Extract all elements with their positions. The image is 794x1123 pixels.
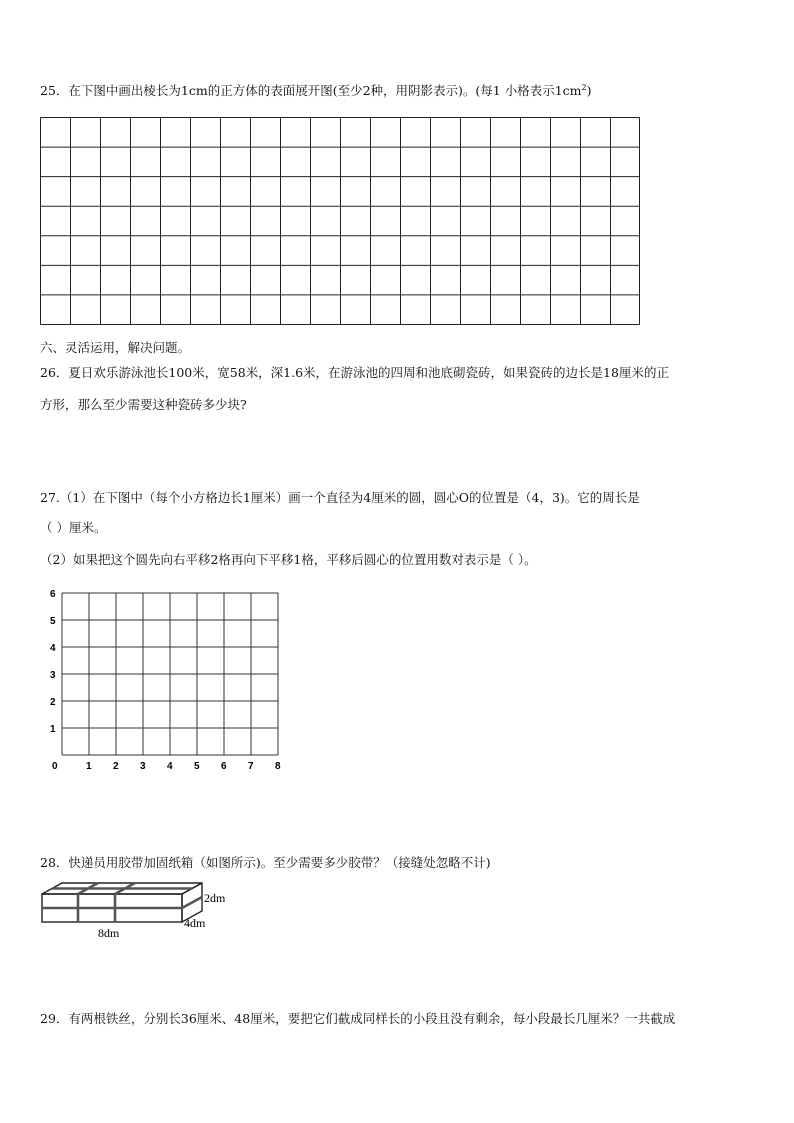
q27-coordinate-grid[interactable] — [40, 590, 290, 775]
y-tick-label: 4 — [50, 643, 56, 654]
q26-line2: 方形，那么至少需要这种瓷砖多少块? — [40, 397, 247, 412]
label-width: 4dm — [184, 916, 206, 930]
q28-text: 28．快递员用胶带加固纸箱（如图所示)。至少需要多少胶带？（接缝处忽略不计) — [40, 855, 491, 870]
y-tick-label: 1 — [50, 724, 56, 735]
label-length: 8dm — [98, 926, 120, 940]
q27-line3: （2）如果把这个圆先向右平移2格再向下平移1格，平移后圆心的位置用数对表示是（ ）。 — [40, 552, 537, 567]
y-tick-label: 5 — [50, 616, 56, 627]
q25-tail: ) — [586, 83, 592, 98]
x-tick-label: 3 — [140, 761, 146, 772]
x-tick-label: 8 — [275, 761, 281, 772]
q27-line1: 27.（1）在下图中（每个小方格边长1厘米）画一个直径为4厘米的圆，圆心O的位置是（4，3)。它的周长是 — [40, 490, 640, 505]
y-tick-label: 6 — [50, 590, 56, 600]
section-title: 六、灵活运用，解决问题。 — [40, 340, 191, 355]
q25-text — [40, 83, 592, 99]
q28-box-figure — [40, 880, 240, 940]
x-tick-label: 1 — [86, 761, 92, 772]
q25-main-text: 25．在下图中画出棱长为1cm的正方体的表面展开图(至少2种，用阴影表示)。(每1 小格表示1cm — [40, 83, 582, 98]
x-tick-label: 6 — [221, 761, 227, 772]
q26-line1: 26．夏日欢乐游泳池长100米，宽58米，深1.6米，在游泳池的四周和池底砌瓷砖，如果瓷砖的边长是18厘米的正 — [40, 365, 669, 380]
q29-text: 29．有两根铁丝，分别长36厘米、48厘米，要把它们截成同样长的小段且没有剩余，每小段最长几厘米？一共截成 — [40, 1011, 676, 1026]
tape-right — [182, 897, 202, 908]
label-height: 2dm — [204, 891, 226, 905]
y-tick-label: 2 — [50, 697, 56, 708]
y-tick-label: 3 — [50, 670, 56, 681]
x-tick-label: 7 — [248, 761, 254, 772]
x-tick-label: 5 — [194, 761, 200, 772]
x-tick-label: 0 — [52, 761, 58, 772]
q27-line2: （ ）厘米。 — [40, 520, 107, 535]
q25-square-grid[interactable] — [40, 117, 640, 327]
q25-superscript: 2 — [581, 82, 587, 92]
x-tick-label: 2 — [113, 761, 119, 772]
x-tick-label: 4 — [167, 761, 173, 772]
